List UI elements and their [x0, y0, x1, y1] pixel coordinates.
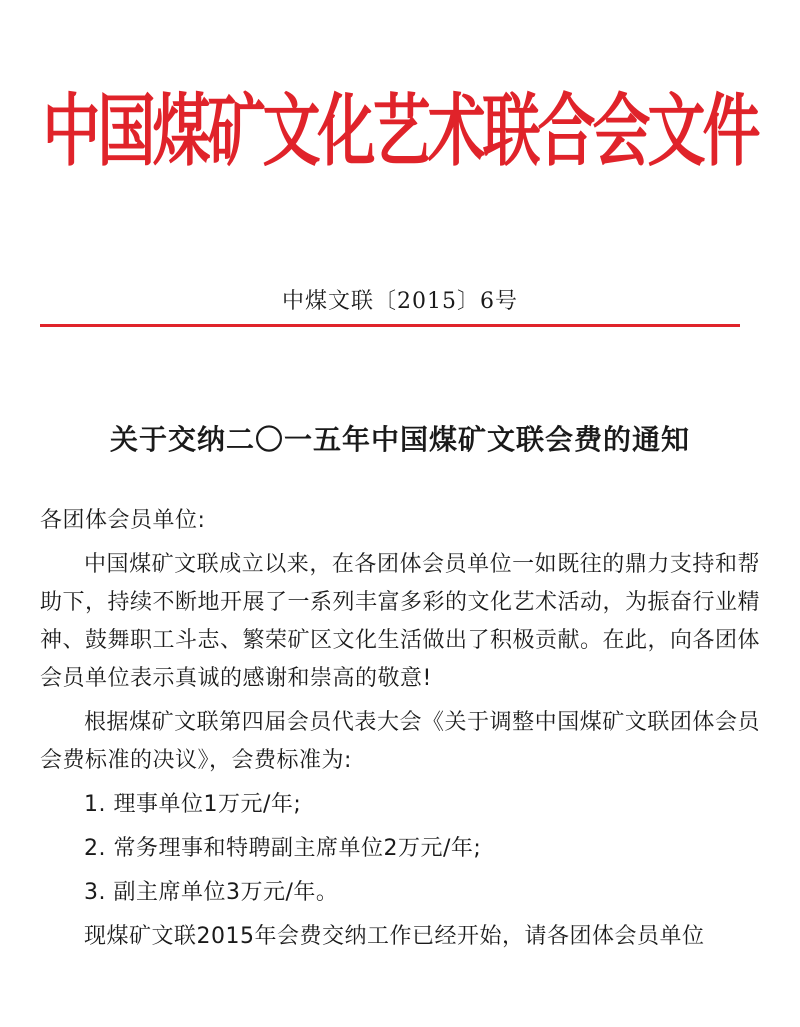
document-number: 中煤文联〔2015〕6号: [282, 289, 518, 314]
fee-list-item: 1. 理事单位1万元/年;: [84, 792, 302, 817]
red-divider-line: [40, 324, 740, 327]
paragraph-fee-standard: 根据煤矿文联第四届会员代表大会《关于调整中国煤矿文联团体会员会费标准的决议》，会费标准为:: [40, 710, 760, 773]
salutation: 各团体会员单位:: [40, 508, 206, 533]
fee-list-item: 3. 副主席单位3万元/年。: [84, 880, 339, 905]
notice-title: 关于交纳二〇一五年中国煤矿文联会费的通知: [109, 423, 690, 456]
paragraph-closing: 现煤矿文联2015年会费交纳工作已经开始，请各团体会员单位: [84, 924, 705, 949]
notice-body: [40, 502, 760, 962]
red-header-title: 中国煤矿文化艺术联合会文件: [42, 85, 758, 178]
paragraph-thanks: 中国煤矿文联成立以来，在各团体会员单位一如既往的鼎力支持和帮助下，持续不断地开展了一系列丰富多彩的文化艺术活动，为振奋行业精神、鼓舞职工斗志、繁荣矿区文化生活做出了积极贡献。在此，向各团体会员单位表示真诚的感谢和崇高的敬意!: [40, 552, 761, 691]
fee-list-item: 2. 常务理事和特聘副主席单位2万元/年;: [84, 836, 482, 861]
